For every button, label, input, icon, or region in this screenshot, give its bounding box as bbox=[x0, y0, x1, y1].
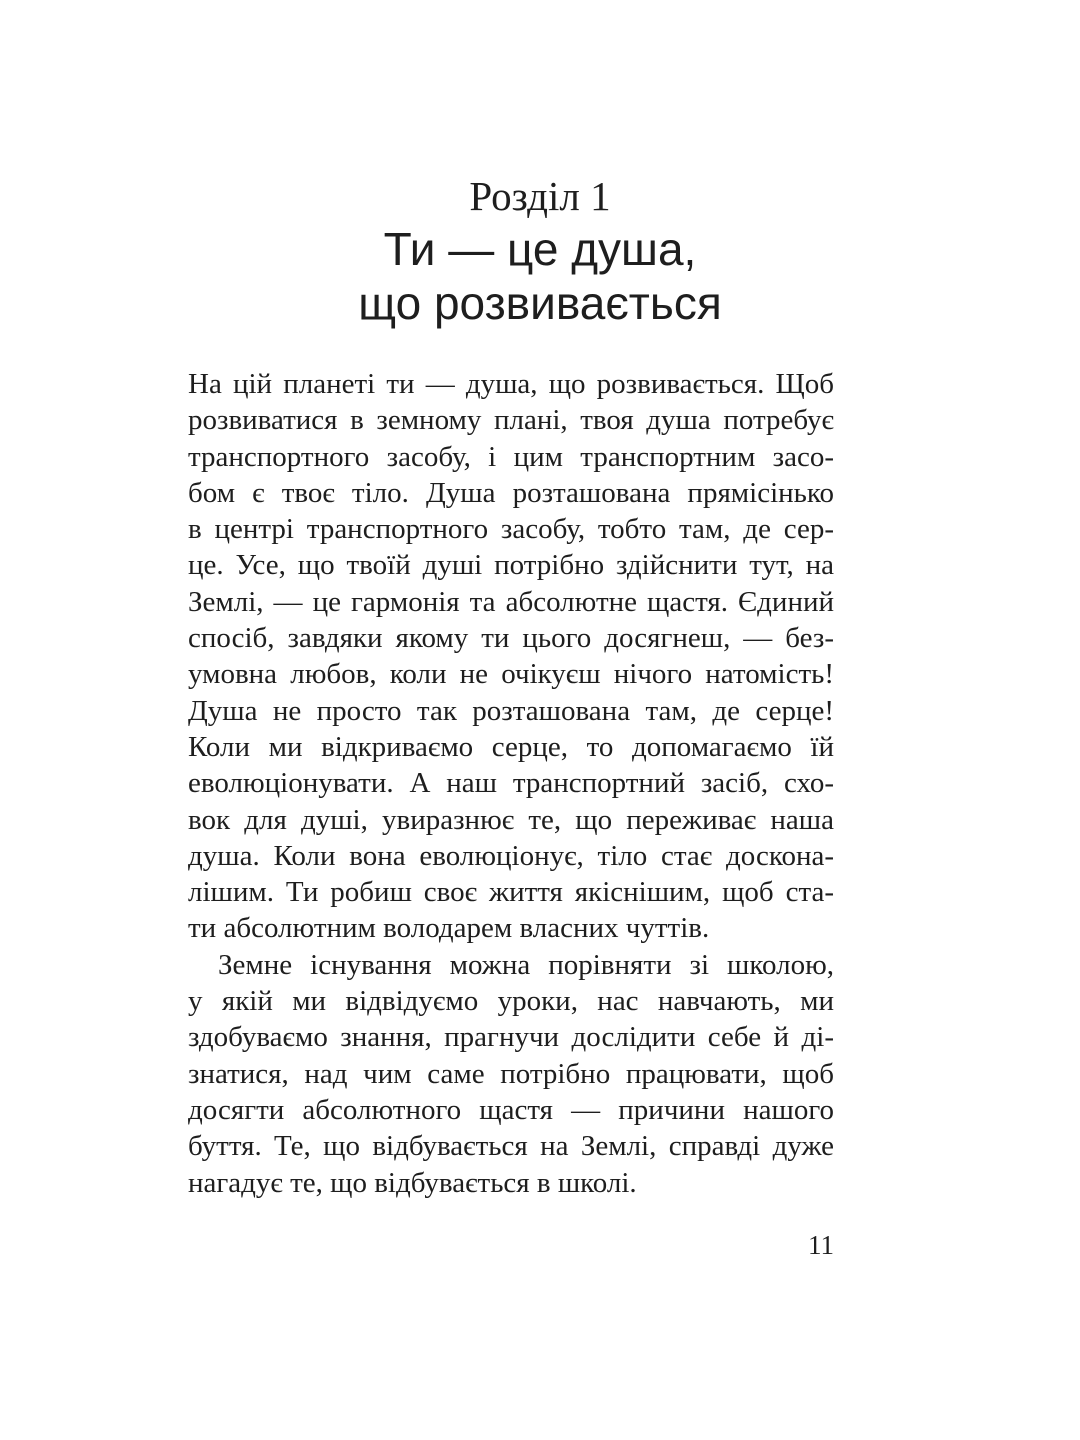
chapter-title-line: що розвивається bbox=[358, 277, 722, 329]
text-line: душа. Коли вона еволюціонує, тіло стає доскона- bbox=[188, 839, 834, 872]
text-line: у якій ми відвідуємо уроки, нас навчають, ми bbox=[188, 985, 834, 1018]
text-line: спосіб, завдяки якому ти цього досягнеш, — без- bbox=[188, 622, 834, 655]
text-line: ти абсолютним володарем власних чуттів. bbox=[188, 912, 710, 945]
chapter-title bbox=[0, 222, 1080, 330]
text-line: Душа не просто так розташована там, де серце! bbox=[188, 694, 834, 727]
text-line: розвиватися в земному плані, твоя душа потребує bbox=[188, 404, 834, 437]
text-line: Землі, — це гармонія та абсолютне щастя. Єдиний bbox=[188, 585, 834, 618]
text-line: досягти абсолютного щастя — причини нашого bbox=[188, 1093, 834, 1126]
text-line: вок для душі, увиразнює те, що переживає наша bbox=[188, 803, 834, 836]
text-line: бом є твоє тіло. Душа розташована прямісінько bbox=[188, 476, 834, 509]
text-line: На цій планеті ти — душа, що розвивається. Щоб bbox=[188, 368, 834, 400]
paragraph bbox=[188, 947, 834, 1201]
text-line: це. Усе, що твоїй душі потрібно здійснити тут, на bbox=[188, 549, 834, 582]
page-number: 11 bbox=[808, 1230, 834, 1260]
text-line: здобуваємо знання, прагнучи дослідити себе й ді- bbox=[188, 1021, 834, 1054]
text-line: транспортного засобу, і цим транспортним засо- bbox=[188, 440, 834, 473]
paragraph bbox=[188, 366, 834, 947]
text-line: знатися, над чим саме потрібно працювати, щоб bbox=[188, 1057, 834, 1090]
text-line: лішим. Ти робиш своє життя якіснішим, щоб ста- bbox=[188, 876, 834, 909]
text-line: Коли ми відкриваємо серце, то допомагаємо їй bbox=[188, 730, 834, 763]
text-line: нагадує те, що відбувається в школі. bbox=[188, 1166, 637, 1199]
text-line: умовна любов, коли не очікуєш нічого натомість! bbox=[188, 658, 834, 691]
chapter-label: Розділ 1 bbox=[469, 173, 611, 219]
chapter-title-line: Ти — це душа, bbox=[383, 223, 697, 275]
text-line: в центрі транспортного засобу, тобто там, де сер- bbox=[188, 513, 834, 546]
body-text bbox=[188, 366, 834, 1201]
text-line: буття. Те, що відбувається на Землі, справді дуже bbox=[188, 1130, 834, 1163]
text-line: еволюціонувати. А наш транспортний засіб, схо- bbox=[188, 767, 834, 800]
text-line: Земне існування можна порівняти зі школою, bbox=[218, 948, 834, 981]
